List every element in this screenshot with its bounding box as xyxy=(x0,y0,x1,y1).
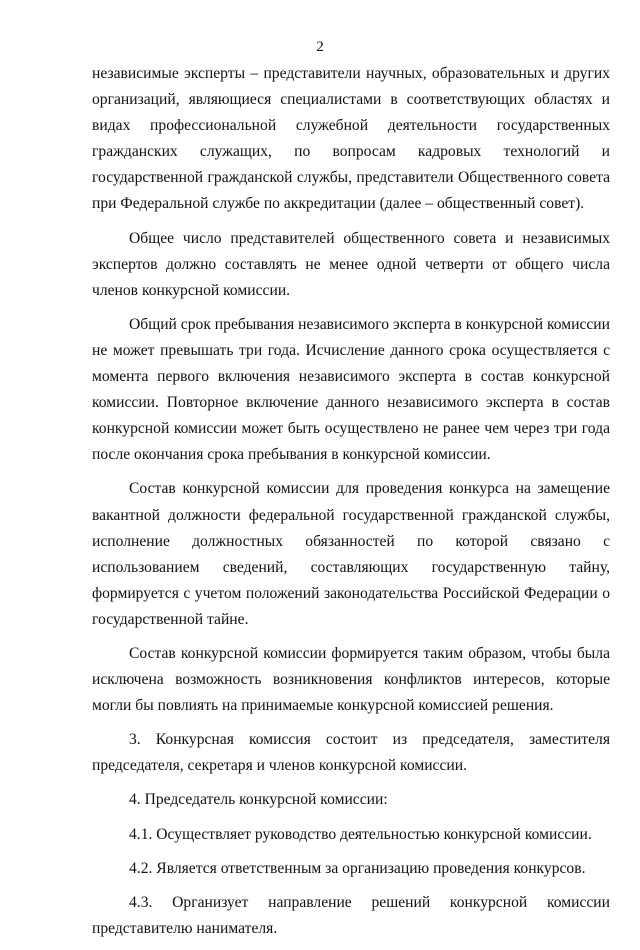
paragraph-item-4-3: 4.3. Организует направление решений конкурсной комиссии представителю нанимателя. xyxy=(92,893,610,937)
paragraph-total-number: Общее число представителей общественного совета и независимых экспертов должно составлять не менее одной четверти от общего числа членов конкурсной комиссии. xyxy=(92,229,610,299)
paragraph-state-secret: Состав конкурсной комиссии для проведения конкурса на замещение вакантной должности федеральной государственной гражданской службы, исполнение должностных обязанностей по которой связано с использованием сведений, составляющих государственную тайну, формируется с учетом положений законодательства Российской Федерации о государственной тайне. xyxy=(92,480,610,628)
paragraph-item-4: 4. Председатель конкурсной комиссии: xyxy=(129,791,388,809)
paragraph-item-3: 3. Конкурсная комиссия состоит из председателя, заместителя председателя, секретаря и членов конкурсной комиссии. xyxy=(92,731,610,775)
paragraph-conflict-of-interest: Состав конкурсной комиссии формируется таким образом, чтобы была исключена возможность возникновения конфликтов интересов, которые могли бы повлиять на принимаемые конкурсной комиссией решения. xyxy=(92,644,610,715)
paragraph-item-4-2: 4.2. Является ответственным за организацию проведения конкурсов. xyxy=(129,859,586,877)
paragraph-item-4-1: 4.1. Осуществляет руководство деятельностью конкурсной комиссии. xyxy=(129,825,592,843)
paragraph-term-of-stay: Общий срок пребывания независимого эксперта в конкурсной комиссии не может превышать три года. Исчисление данного срока осуществляется с момента первого включения независимого эксперта в состав конкурсной комиссии. Повторное включение данного независимого эксперта в состав конкурсной комиссии может быть осуществлено не ранее чем через три года после окончания срока пребывания в конкурсной комиссии. xyxy=(92,315,610,464)
paragraph-independent-experts: независимые эксперты – представители научных, образовательных и других организаций, являющиеся специалистами в соответствующих областях и видах профессиональной служебной деятельности государственных гражданских служащих, по вопросам кадровых технологий и государственной гражданской службы, представители Общественного совета при Федеральной службе по аккредитации (далее – общественный совет). xyxy=(92,65,610,213)
document-body xyxy=(92,61,610,950)
page-number: 2 xyxy=(316,39,324,55)
